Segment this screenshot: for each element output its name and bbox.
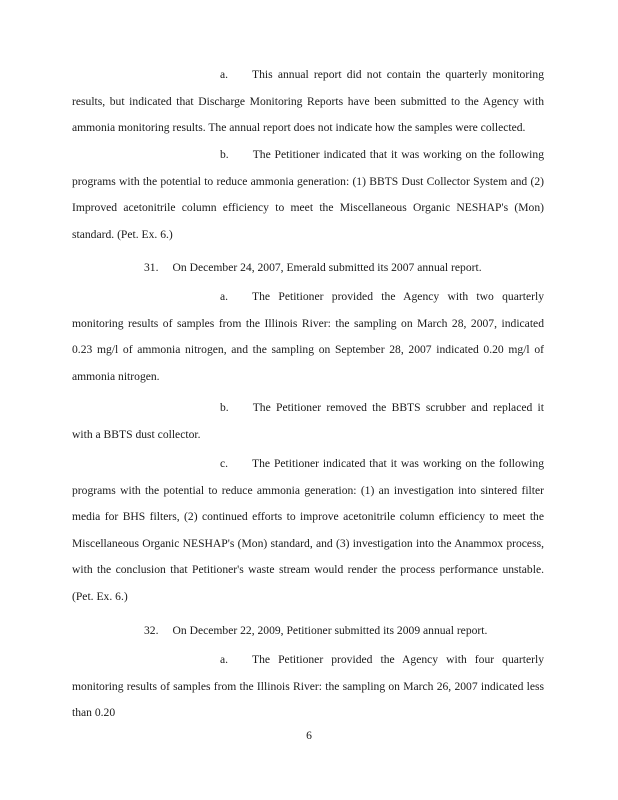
paragraph-text: The Petitioner provided the Agency with two quarterly monitoring results of samples from the Illinois River: the sampling on March 28, 2007, indicated 0.23 mg/l of ammonia nitrogen, and the sampling on September 28, 2007 indicated 0.20 mg/l of ammonia nitrogen. — [72, 290, 544, 383]
page-number: 6 — [306, 729, 312, 742]
paragraph-text: On December 24, 2007, Emerald submitted its 2007 annual report. — [172, 261, 482, 274]
paragraph-31c — [72, 451, 544, 610]
paragraph-31b — [72, 395, 544, 448]
paragraph-label: 32. — [144, 624, 159, 637]
paragraph-b-programs — [72, 142, 544, 248]
paragraph-label: c. — [220, 457, 229, 470]
paragraph-label: a. — [220, 290, 229, 303]
paragraph-text: On December 22, 2009, Petitioner submitted its 2009 annual report. — [172, 624, 488, 637]
paragraph-label: a. — [220, 653, 229, 666]
paragraph-32 — [72, 618, 544, 645]
paragraph-text: The Petitioner provided the Agency with four quarterly monitoring results of samples from the Illinois River: the sampling on March 26, 2007 indicated less than 0.20 — [72, 653, 544, 719]
paragraph-a-annual-report — [72, 62, 544, 142]
paragraph-label: a. — [220, 68, 229, 81]
paragraph-32a — [72, 647, 544, 727]
paragraph-label: 31. — [144, 261, 159, 274]
paragraph-text: This annual report did not contain the quarterly monitoring results, but indicated that Discharge Monitoring Reports have been submitted to the Agency with ammonia monitoring results. The annual report does not indicate how the samples were collected. — [72, 68, 544, 134]
paragraph-text: The Petitioner removed the BBTS scrubber and replaced it with a BBTS dust collector. — [72, 401, 544, 441]
paragraph-text: The Petitioner indicated that it was working on the following programs with the potential to reduce ammonia generation: (1) BBTS Dust Collector System and (2) Improved acetonitrile column efficiency to meet the Miscellaneous Organic NESHAP's (Mon) standard. (Pet. Ex. 6.) — [72, 148, 544, 241]
paragraph-31 — [72, 255, 544, 282]
paragraph-31a — [72, 284, 544, 390]
paragraph-label: b. — [220, 401, 229, 414]
paragraph-label: b. — [220, 148, 229, 161]
paragraph-text: The Petitioner indicated that it was working on the following programs with the potential to reduce ammonia generation: (1) an investigation into sintered filter media for BHS filters, (2) continued efforts to improve acetonitrile column efficiency to meet the Miscellaneous Organic NESHAP's (Mon) standard, and (3) investigation into the Anammox process, with the conclusion that Petitioner's waste stream would render the process performance unstable. (Pet. Ex. 6.) — [72, 457, 544, 603]
